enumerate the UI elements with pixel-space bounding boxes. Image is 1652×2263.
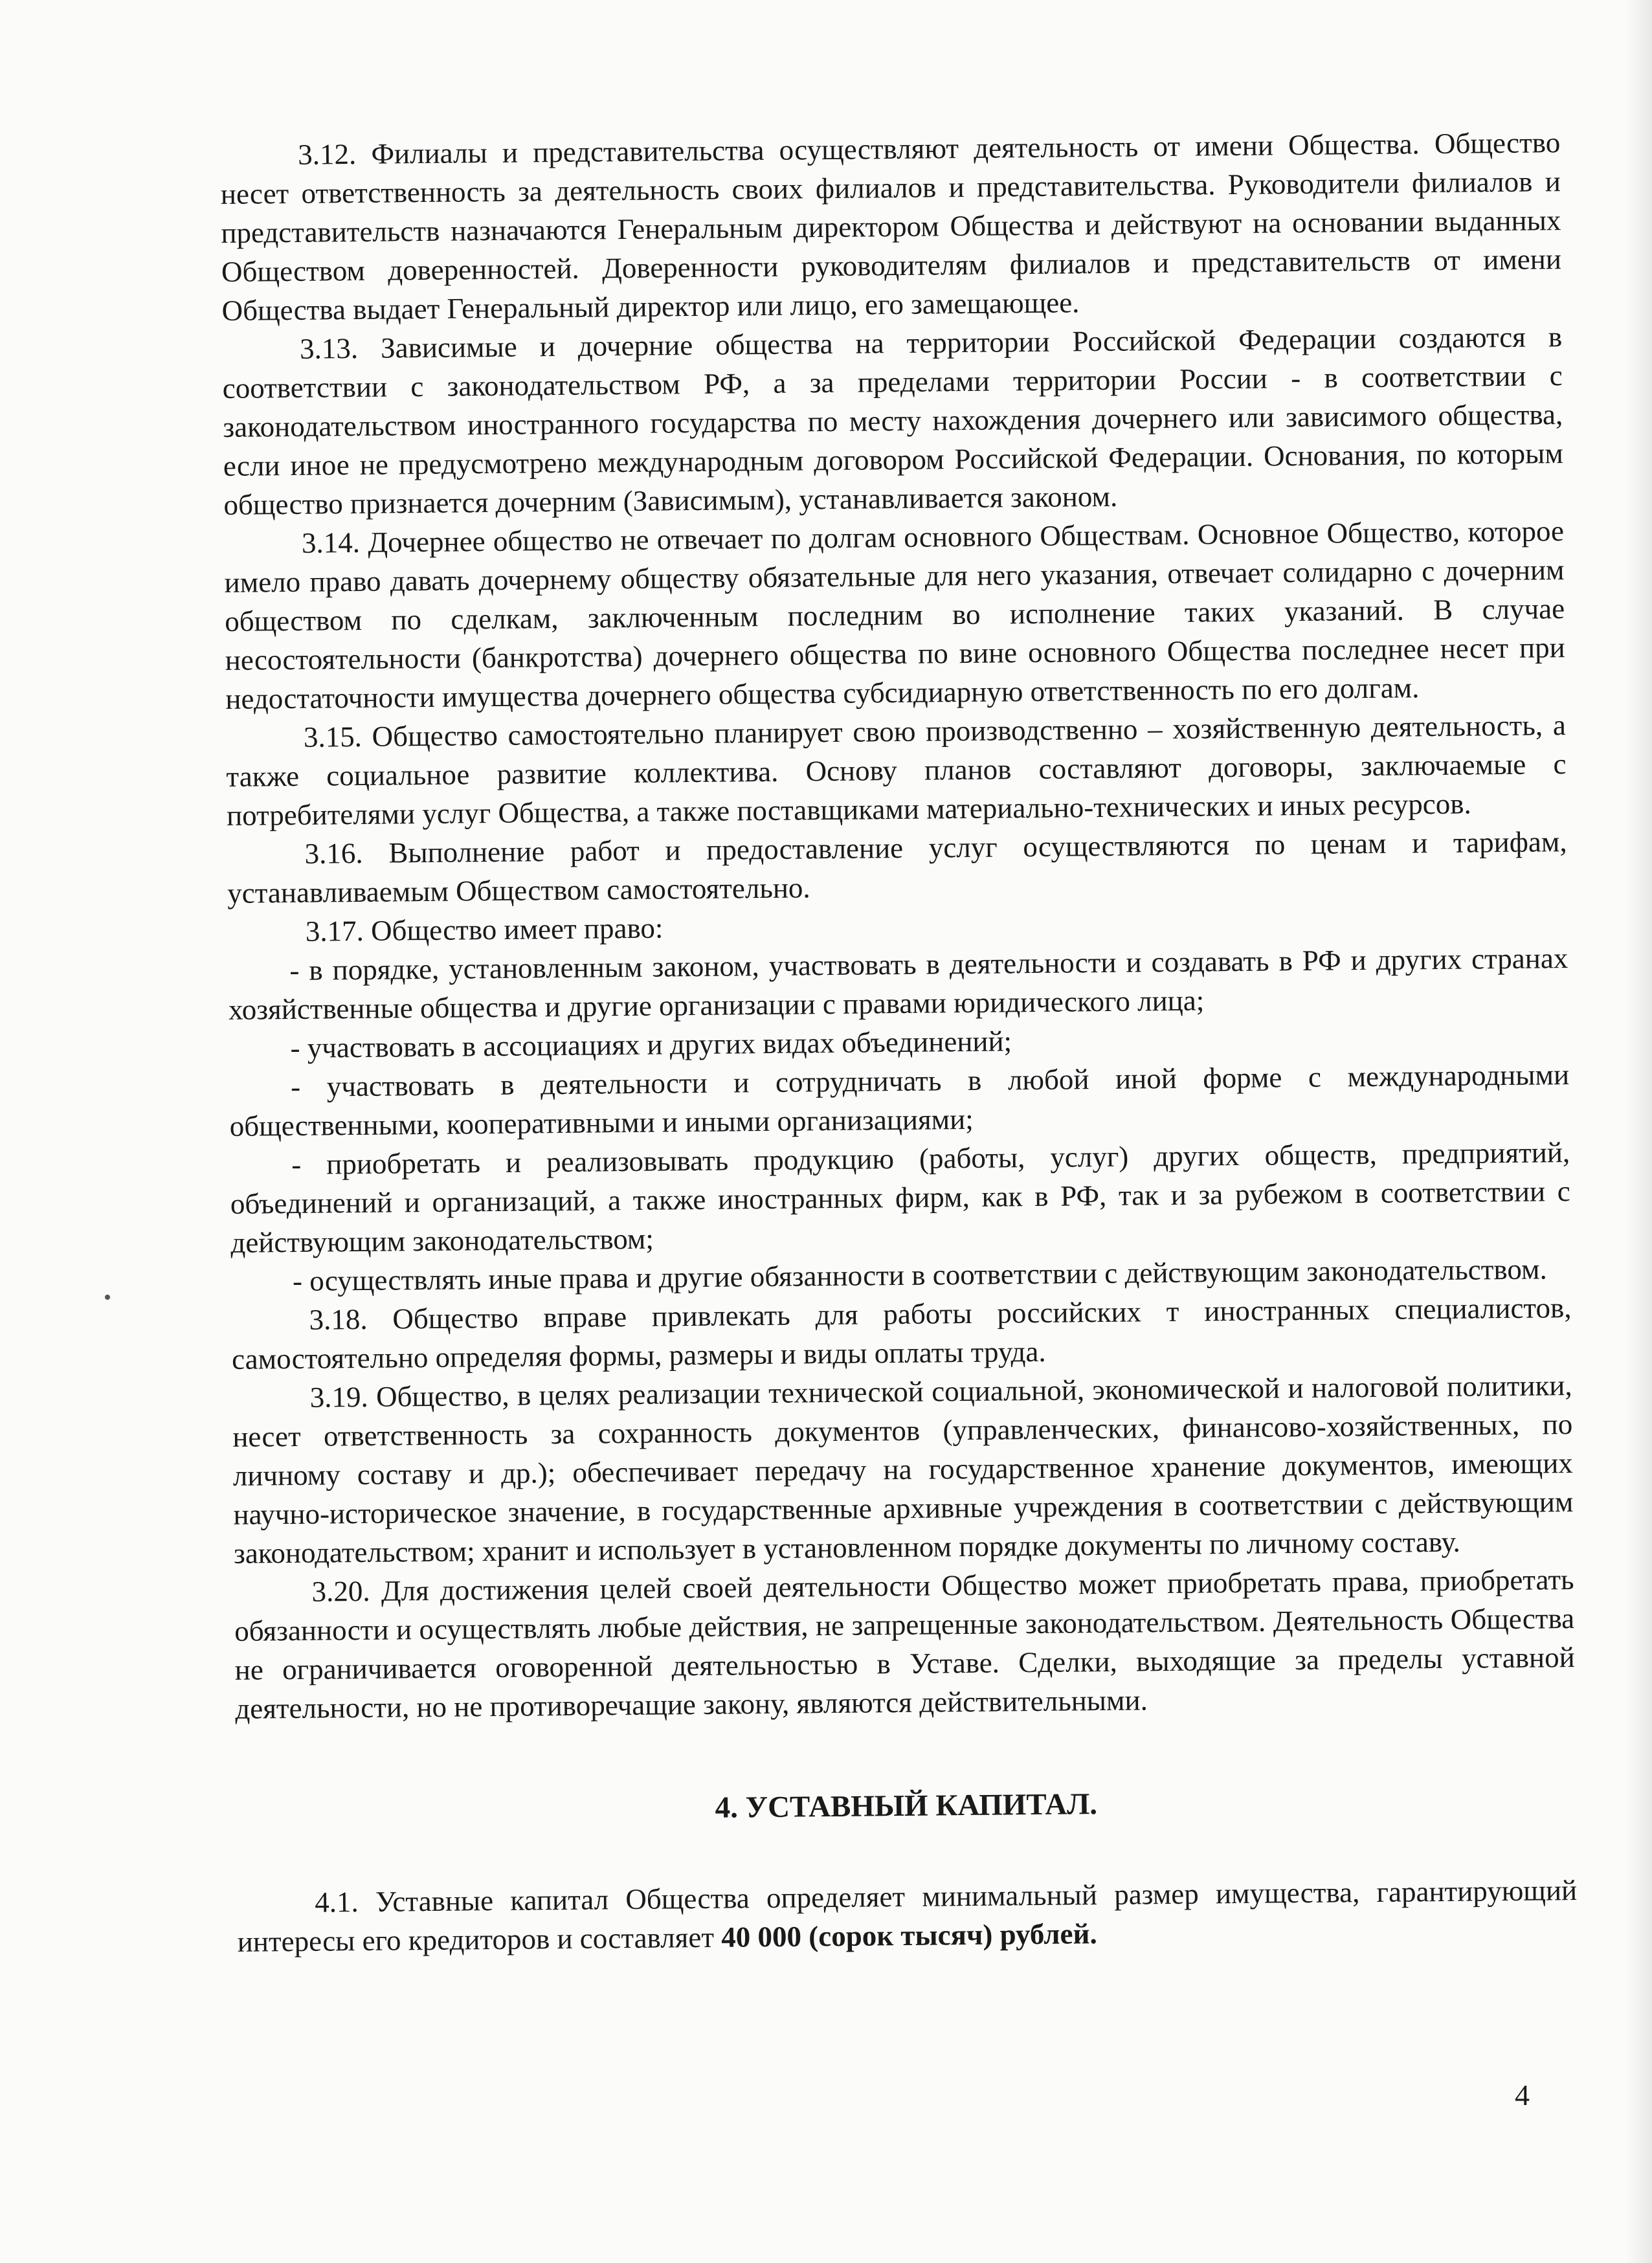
capital-amount: 40 000 (сорок тысяч) рублей. [721, 1917, 1097, 1954]
page-edge-shadow [1626, 0, 1652, 2263]
rights-item: - участвовать в деятельности и сотрудничать в любой иной форме с международными общественными, кооперативными и иными организациями; [229, 1058, 1570, 1143]
page-number: 4 [1515, 2079, 1530, 2112]
paragraph-3-14: 3.14. Дочернее общество не отвечает по долгам основного Обществам. Основное Общество, которое имело право давать дочернему обществу обязательные для него указания, отвечает солидарно с дочерним обществом по сделкам, заключенным последним во исполнение таких указаний. В случае несостоятельности (банкротства) дочернего общества по вине основного Общества последнее несет при недостаточности имущества дочернего общества субсидиарную ответственность по его долгам. [224, 515, 1565, 715]
section-heading: 4. УСТАВНЫЙ КАПИТАЛ. [715, 1787, 1098, 1825]
document-body [220, 123, 1578, 1961]
rights-item: - участвовать в ассоциациях и других видах объединений; [290, 1025, 1012, 1065]
paragraph-3-19: 3.19. Общество, в целях реализации технической социальной, экономической и налоговой политики, несет ответственность за сохранность документов (управленческих, финансово-хозяйственных, по личному составу и др.); обеспечивает передачу на государственное хранение документов, имеющих научно-историческое значение, в государственные архивные учреждения в соответствии с действующим законодательством; хранит и использует в установленном порядке документы по личному составу. [232, 1369, 1574, 1570]
paragraph-3-15: 3.15. Общество самостоятельно планирует свою производственно – хозяйственную деятельность, а также социальное развитие коллектива. Основу планов составляют договоры, заключаемые с потребителями услуг Общества, а также поставщиками материально-технических и иных ресурсов. [226, 709, 1567, 832]
paragraph-3-12: 3.12. Филиалы и представительства осуществляют деятельность от имени Общества. Общество несет ответственность за деятельность своих филиалов и представительства. Руководители филиалов и представительств назначаются Генеральным директором Общества и действуют на основании выданных Обществом доверенностей. Доверенности руководителям филиалов и представительств от имени Общества выдает Генеральный директор или лицо, его замещающее. [220, 126, 1562, 327]
paragraph-4-1 [237, 1871, 1578, 1961]
paragraph-3-16: 3.16. Выполнение работ и предоставление услуг осуществляются по ценам и тарифам, устанавливаемым Обществом самостоятельно. [227, 825, 1567, 909]
paragraph-4-1-text: 4.1. Уставные капитал Общества определяет минимальный размер имущества, гарантирующий интересы его кредиторов и составляет [237, 1874, 1578, 1958]
paragraph-3-18: 3.18. Общество вправе привлекать для работы российских т иностранных специалистов, самостоятельно определяя формы, размеры и виды оплаты труда. [231, 1291, 1572, 1376]
paragraph-3-17: 3.17. Общество имеет право: [305, 911, 664, 948]
scan-speck [105, 1295, 110, 1300]
paragraph-3-13: 3.13. Зависимые и дочерние общества на территории Российской Федерации создаются в соответствии с законодательством РФ, а за пределами территории России - в соответствии с законодательством иностранного государства по месту нахождения дочернего или зависимого общества, если иное не предусмотрено международным договором Российской Федерации. Основания, по которым общество признается дочерним (Зависимым), устанавливается законом. [222, 320, 1564, 521]
paragraph-3-20: 3.20. Для достижения целей своей деятельности Общество может приобретать права, приобретать обязанности и осуществлять любые действия, не запрещенные законодательством. Деятельность Общества не ограничивается оговоренной деятельностью в Уставе. Сделки, выходящие за пределы уставной деятельности, но не противоречащие закону, являются действительными. [234, 1563, 1575, 1725]
rights-item: - приобретать и реализовывать продукцию (работы, услуг) других обществ, предприятий, объединений и организаций, а также иностранных фирм, как в РФ, так и за рубежом в соответствии с действующим законодательством; [230, 1136, 1570, 1259]
rights-item: - в порядке, установленным законом, участвовать в деятельности и создавать в РФ и других странах хозяйственные общества и другие организации с правами юридического лица; [228, 942, 1568, 1026]
rights-item: - осуществлять иные права и другие обязанности в соответствии с действующим законодательством. [292, 1253, 1547, 1298]
